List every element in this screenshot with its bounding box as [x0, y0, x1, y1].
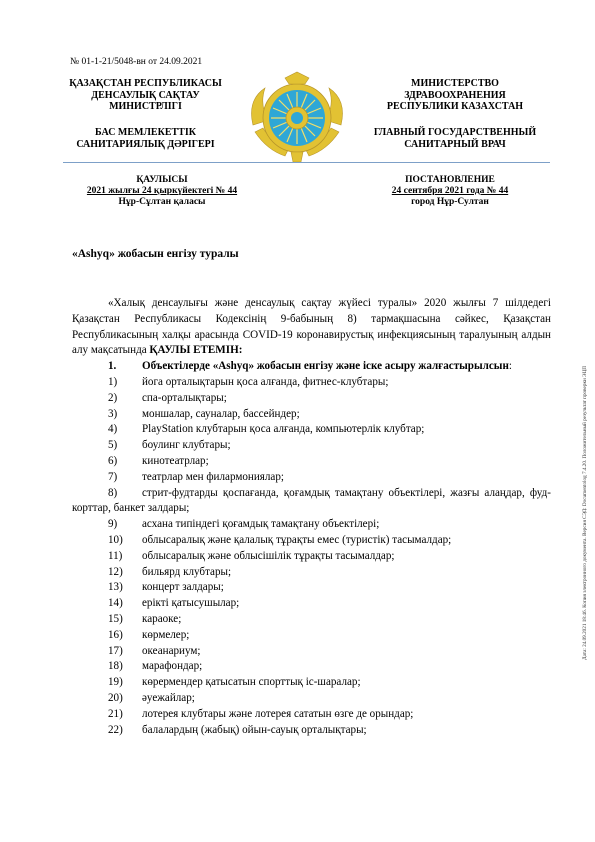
list-item	[72, 691, 551, 707]
list-item-number: 6)	[108, 454, 118, 467]
list-item-number: 21)	[108, 707, 123, 720]
list-item-number: 14)	[108, 597, 123, 610]
list-item	[72, 470, 551, 486]
list-item-number: 5)	[108, 439, 118, 452]
list-item-number: 10)	[108, 533, 123, 546]
list-item-text: ерікті қатысушылар;	[142, 597, 240, 610]
list-item	[72, 565, 551, 581]
list-item	[72, 549, 551, 565]
header-left-org	[58, 78, 233, 113]
list-item-text: көрмелер;	[142, 628, 190, 641]
list-item	[72, 628, 551, 644]
header-left-post	[58, 127, 233, 150]
list-item	[72, 486, 551, 518]
list-item-text: балалардың (жабық) ойын-сауық орталықтары;	[142, 723, 367, 736]
list-item-number: 3)	[108, 407, 118, 420]
list-item	[72, 612, 551, 628]
list-item	[72, 375, 551, 391]
list-item	[72, 422, 551, 438]
header-right-post	[355, 127, 555, 150]
header-line: ЗДРАВООХРАНЕНИЯ	[404, 89, 506, 101]
list-item-number: 2)	[108, 391, 118, 404]
list-item-text: лотерея клубтары және лотерея сататын өзге де орындар;	[142, 707, 414, 720]
decree-date: 24 сентября 2021 года № 44	[391, 186, 509, 196]
list-item-text: бильярд клубтары;	[142, 565, 232, 578]
document-subject: «Ashyq» жобасын енгізу туралы	[72, 248, 239, 260]
list-item-text: кинотеатрлар;	[142, 454, 209, 467]
list-item-text: марафондар;	[142, 660, 203, 673]
point-colon: :	[508, 360, 512, 373]
list-item	[72, 533, 551, 549]
list-item-number: 4)	[108, 423, 118, 436]
point-1	[72, 359, 551, 375]
list-item-number: 15)	[108, 612, 123, 625]
header-divider	[63, 162, 550, 163]
list-item-text: моншалар, сауналар, бассейндер;	[142, 407, 300, 420]
list-item	[72, 454, 551, 470]
header-line: ҚАЗАҚСТАН РЕСПУБЛИКАСЫ	[69, 78, 222, 89]
list-item-text: асхана типіндегі қоғамдық тамақтану объектілері;	[142, 518, 380, 531]
list-item-text: океанариум;	[142, 644, 201, 657]
list-item-text: әуежайлар;	[142, 691, 195, 704]
intro-resolution: ҚАУЛЫ ЕТЕМІН:	[149, 344, 243, 357]
header-line: ГЛАВНЫЙ ГОСУДАРСТВЕННЫЙ	[373, 127, 537, 138]
list-item-number: 11)	[108, 549, 123, 562]
list-item-text: йога орталықтарын қоса алғанда, фитнес-клубтары;	[142, 375, 389, 388]
list-item-number: 20)	[108, 691, 123, 704]
intro-text: «Халық денсаулығы және денсаулық сақтау жүйесі туралы» 2020 жылғы 7 шілдедегі Қазақстан Республикасы Кодексінің 9-бабының 8) тармақшасына сәйкес, Қазақстан Республикасының халқы арасында COVID-19 коронавирустық инфекциясының таралуының алдын алу мақсатында	[72, 297, 551, 357]
header-line: САНИТАРНЫЙ ВРАЧ	[404, 138, 506, 150]
list-item	[72, 707, 551, 723]
list-item	[72, 723, 551, 739]
list-item	[72, 675, 551, 691]
header-line: САНИТАРИЯЛЫҚ ДӘРІГЕРІ	[76, 138, 215, 150]
list-item	[72, 596, 551, 612]
list-item-text: театрлар мен филармониялар;	[142, 470, 284, 483]
list-item-number: 12)	[108, 565, 123, 578]
header-line: ДЕНСАУЛЫҚ САҚТАУ	[91, 89, 200, 101]
list-item-text: караоке;	[142, 612, 182, 625]
decree-title: ҚАУЛЫСЫ	[136, 175, 188, 185]
list-item	[72, 517, 551, 533]
list-item	[72, 644, 551, 660]
header-right-org	[355, 78, 555, 113]
document-number: № 01-1-21/5048-вн от 24.09.2021	[70, 57, 203, 67]
list-item-number: 9)	[108, 518, 118, 531]
list-item-text: стрит-фудтарды қоспағанда, қоғамдық тамақтану объектілері, жазғы алаңдар, фуд-корттар, банкет залдары;	[72, 486, 551, 515]
list-item	[72, 391, 551, 407]
list-item-number: 17)	[108, 644, 123, 657]
list-item-text: боулинг клубтары;	[142, 439, 231, 452]
list-item-number: 16)	[108, 628, 123, 641]
list-item	[72, 659, 551, 675]
list-item-number: 7)	[108, 470, 118, 483]
list-item-text: концерт залдары;	[142, 581, 224, 594]
point-text: Объектілерде «Ashyq» жобасын енгізу және іске асыру жалғастырылсын	[142, 360, 509, 373]
point-number: 1.	[108, 360, 117, 373]
list-item-number: 1)	[108, 375, 118, 388]
decree-title: ПОСТАНОВЛЕНИЕ	[405, 175, 495, 185]
list-item-number: 22)	[108, 723, 123, 736]
header-line: РЕСПУБЛИКИ КАЗАХСТАН	[386, 101, 524, 112]
list-item-text: көрермендер қатысатын спорттық іс-шаралар;	[142, 676, 361, 689]
objects-list	[72, 375, 551, 738]
header-line: БАС МЕМЛЕКЕТТІК	[95, 127, 196, 138]
header-line: МИНИСТРЛІГІ	[109, 101, 182, 112]
decree-city: Нұр-Сұлтан қаласы	[118, 197, 206, 207]
decree-block-kz	[62, 175, 262, 208]
decree-city: город Нұр-Султан	[411, 197, 489, 207]
header-line: МИНИСТЕРСТВО	[411, 78, 499, 89]
state-emblem-icon	[245, 70, 349, 164]
side-note-text: Дата: 24.09.2021 18:46. Копия электронного документа. Версия СЭД: Documentolog 7.4.20. Положительный результат проверки ЭЦП	[582, 366, 588, 660]
list-item-number: 13)	[108, 581, 123, 594]
edoc-side-note	[580, 235, 590, 795]
list-item-number: 19)	[108, 676, 123, 689]
list-item	[72, 407, 551, 423]
list-item-text: PlayStation клубтарын қоса алғанда, компьютерлік клубтар;	[142, 423, 425, 436]
list-item-text: облысаралық және облысішілік тұрақты тасымалдар;	[142, 549, 395, 562]
list-item-number: 8)	[108, 486, 118, 499]
list-item	[72, 580, 551, 596]
intro-paragraph	[72, 296, 551, 359]
decree-date: 2021 жылғы 24 қыркүйектегі № 44	[86, 186, 238, 196]
list-item-text: спа-орталықтары;	[142, 391, 227, 404]
list-item-number: 18)	[108, 660, 123, 673]
document-body	[72, 296, 551, 738]
list-item	[72, 438, 551, 454]
decree-block-ru	[345, 175, 555, 208]
list-item-text: облысаралық және қалалық тұрақты емес (туристік) тасымалдар;	[142, 533, 452, 546]
